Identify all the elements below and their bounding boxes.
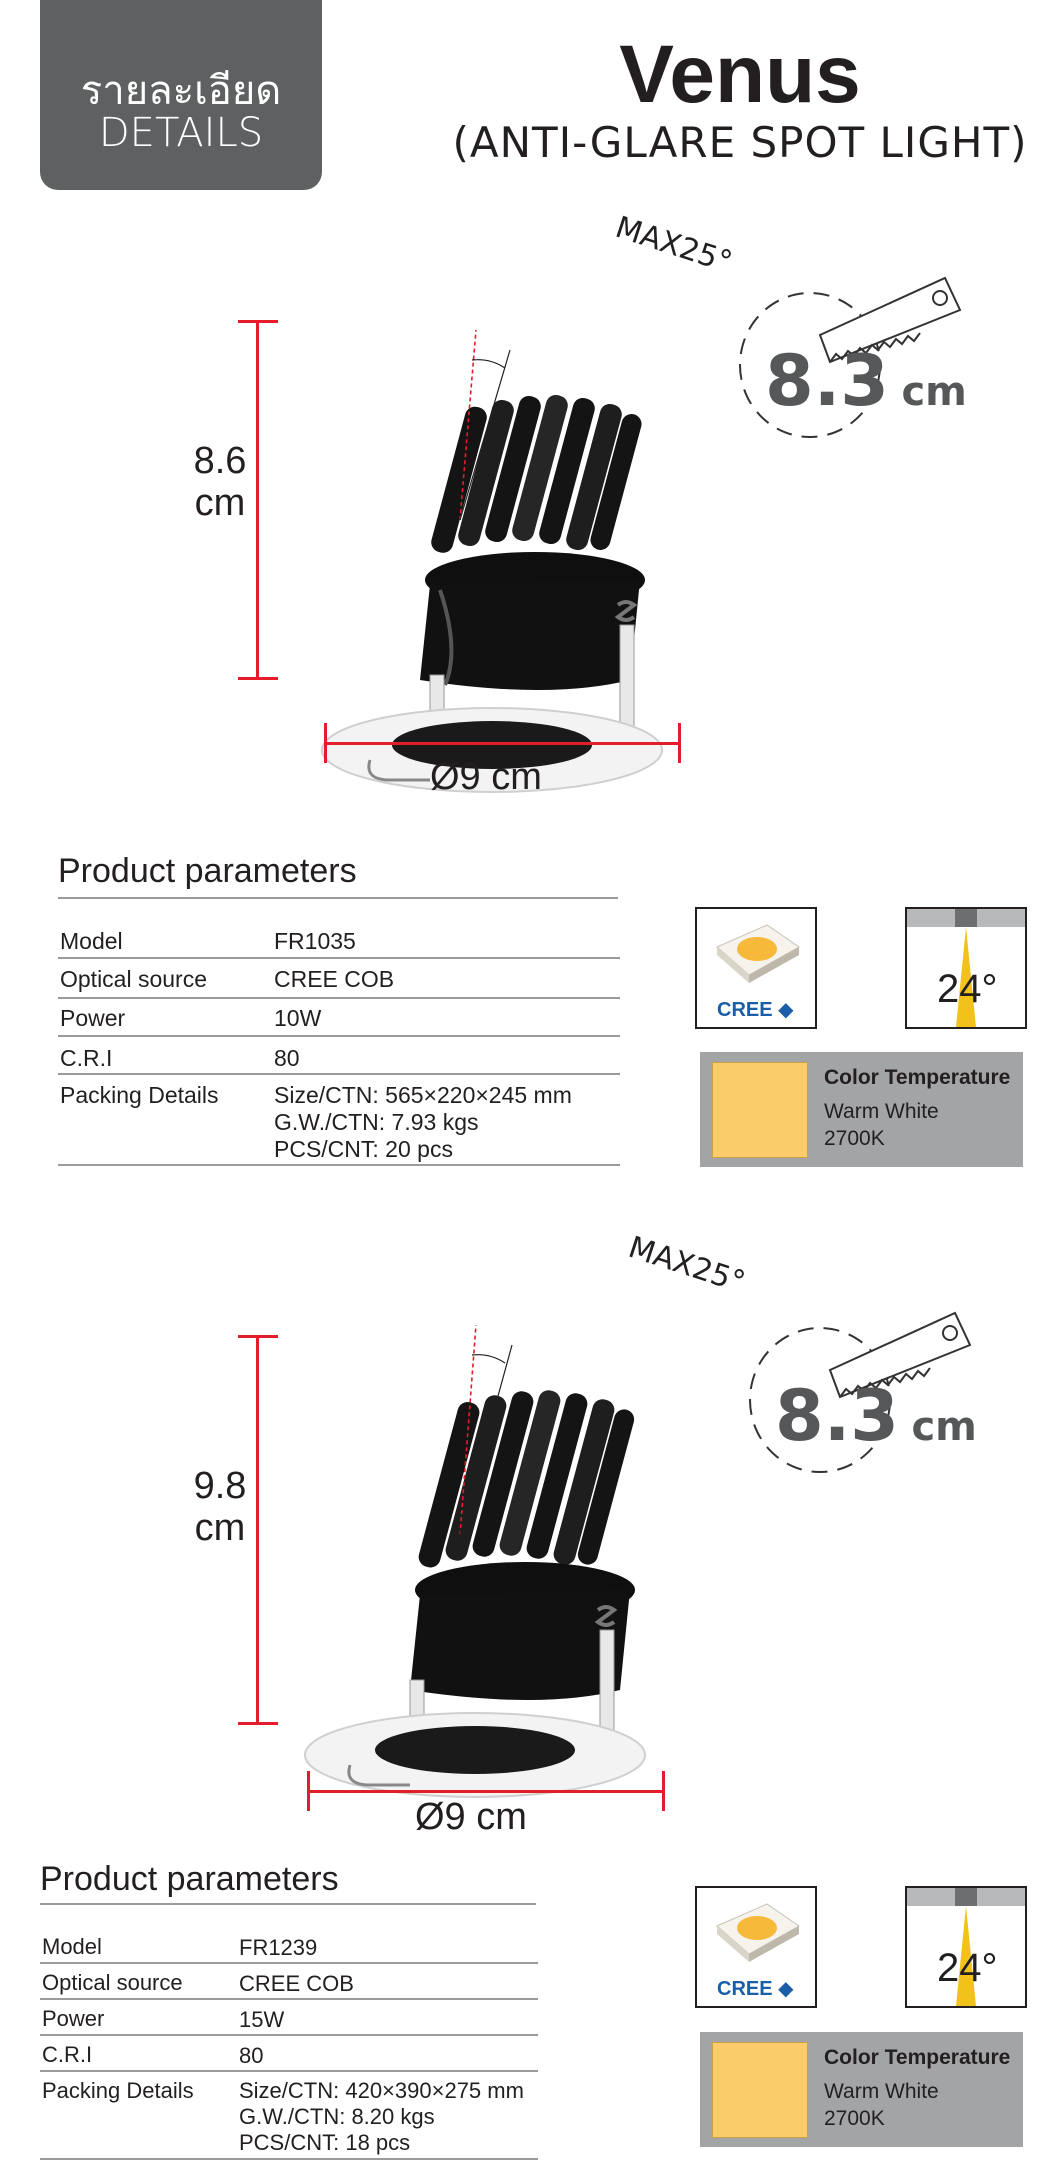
details-tab: [40, 0, 322, 190]
height-label: [180, 1465, 260, 1549]
packing-count: PCS/CNT: 20 pcs: [274, 1136, 453, 1162]
param-row-model: [60, 928, 620, 958]
downlight-illustration: [290, 1285, 670, 1885]
param-row-packing: [60, 1082, 620, 1172]
param-row-optical-source: [60, 966, 620, 996]
cutout-value: 8.3: [775, 1375, 900, 1457]
cutout-size: [765, 340, 967, 422]
row-divider: [58, 1073, 620, 1075]
color-temp-name: Warm White: [824, 2080, 939, 2103]
param-value: CREE COB: [274, 966, 395, 992]
diameter-dimension-line: [308, 1790, 664, 1793]
color-temp-title: Color Temperature: [824, 2046, 1011, 2069]
param-value: 80: [274, 1045, 300, 1071]
param-value: 15W: [239, 2007, 285, 2032]
cree-logo: [717, 997, 794, 1022]
beam-angle-value: 24°: [937, 1946, 998, 1990]
param-label: Model: [60, 928, 123, 954]
cree-logo: [717, 1976, 794, 2001]
diameter-dimension-line: [325, 742, 680, 745]
cree-logo-text: CREE: [717, 999, 773, 1021]
params-title-rule: [58, 897, 618, 899]
param-row-packing: [42, 2078, 538, 2162]
params-title: Product parameters: [58, 852, 357, 890]
lamp-body: [410, 1590, 630, 1700]
param-value: 80: [239, 2043, 264, 2068]
row-divider: [58, 957, 620, 959]
param-label: Power: [42, 2006, 105, 2031]
packing-count: PCS/CNT: 18 pcs: [239, 2130, 411, 2155]
max-tilt-label: MAX25°: [611, 210, 737, 281]
fixture-block: [955, 909, 977, 927]
diameter-dimension-cap-right: [678, 723, 681, 763]
height-label: [180, 440, 260, 524]
diamond-icon: ◆: [772, 1978, 794, 2000]
color-temp-value: 2700K: [824, 1127, 885, 1150]
param-row-power: [42, 2006, 538, 2036]
row-divider: [40, 1998, 538, 2000]
color-temp-title: Color Temperature: [824, 1066, 1011, 1089]
lamp-aperture: [375, 1726, 575, 1774]
diameter-dimension-cap-left: [307, 1771, 310, 1811]
warm-white-swatch: [712, 2042, 808, 2138]
param-label: Optical source: [42, 1970, 183, 1995]
height-dimension-cap-top: [238, 320, 278, 323]
details-en-label: DETAILS: [98, 110, 264, 156]
color-temp-name: Warm White: [824, 1100, 939, 1123]
param-label: C.R.I: [42, 2042, 93, 2067]
cree-logo-text: CREE: [717, 1978, 773, 2000]
row-divider: [58, 1164, 620, 1166]
warm-white-swatch: [712, 1062, 808, 1158]
cutout-value: 8.3: [765, 340, 890, 422]
cutout-size: [775, 1375, 977, 1457]
details-thai-label: รายละเอียด: [80, 68, 282, 114]
packing-size: Size/CTN: 420×390×275 mm: [239, 2078, 524, 2103]
diameter-label: Ø9 cm: [430, 756, 542, 798]
height-unit: cm: [194, 1507, 246, 1549]
cob-chip-icon: [707, 1896, 805, 1966]
color-temperature-panel: [700, 2032, 1023, 2147]
cree-chip-card: [695, 907, 817, 1029]
param-row-cri: [42, 2042, 538, 2072]
lamp-body: [420, 580, 640, 690]
height-dimension-cap-bottom: [238, 677, 278, 680]
diameter-dimension-cap-left: [324, 723, 327, 763]
height-unit: cm: [194, 482, 246, 524]
packing-weight: G.W./CTN: 8.20 kgs: [239, 2104, 435, 2129]
product-section-2: [0, 1200, 1040, 2164]
cutout-unit: cm: [911, 1404, 977, 1450]
param-label: Packing Details: [60, 1082, 219, 1108]
param-label: Optical source: [60, 966, 208, 992]
row-divider: [40, 2034, 538, 2036]
param-row-optical-source: [42, 1970, 538, 2000]
param-value: 10W: [274, 1005, 322, 1031]
fixture-block: [955, 1888, 977, 1906]
beam-angle-card: [905, 1886, 1027, 2008]
row-divider: [58, 1035, 620, 1037]
row-divider: [40, 1962, 538, 1964]
packing-size: Size/CTN: 565×220×245 mm: [274, 1082, 572, 1108]
diameter-dimension-cap-right: [662, 1771, 665, 1811]
row-divider: [58, 997, 620, 999]
beam-angle-value: 24°: [937, 967, 998, 1011]
param-label: Model: [42, 1934, 102, 1959]
cob-chip-icon: [707, 917, 805, 987]
product-name: Venus: [619, 29, 861, 120]
downlight-illustration: [300, 290, 680, 890]
param-value: FR1035: [274, 928, 356, 954]
height-dimension-cap-top: [238, 1335, 278, 1338]
diameter-label: Ø9 cm: [415, 1796, 527, 1838]
param-value: FR1239: [239, 1935, 318, 1960]
param-row-cri: [60, 1045, 620, 1075]
row-divider: [40, 2070, 538, 2072]
height-dimension-cap-bottom: [238, 1722, 278, 1725]
heat-sink-fins: [416, 1388, 636, 1570]
param-row-power: [60, 1005, 620, 1035]
param-label: Power: [60, 1005, 126, 1031]
product-section-1: [0, 190, 1040, 1170]
height-value: 8.6: [193, 440, 247, 482]
diamond-icon: ◆: [772, 999, 794, 1021]
param-label: Packing Details: [42, 2078, 194, 2103]
params-title-rule: [40, 1903, 536, 1905]
max-tilt-label: MAX25°: [624, 1230, 750, 1301]
heat-sink-fins: [429, 393, 644, 555]
param-value: CREE COB: [239, 1971, 354, 1996]
height-value: 9.8: [193, 1465, 247, 1507]
packing-weight: G.W./CTN: 7.93 kgs: [274, 1109, 479, 1135]
param-row-model: [42, 1934, 538, 1964]
cutout-unit: cm: [901, 369, 967, 415]
color-temperature-panel: [700, 1052, 1023, 1167]
product-type: (ANTI-GLARE SPOT LIGHT): [452, 118, 1028, 167]
row-divider: [40, 2158, 538, 2160]
param-label: C.R.I: [60, 1045, 113, 1071]
color-temp-value: 2700K: [824, 2107, 885, 2130]
cree-chip-card: [695, 1886, 817, 2008]
params-title: Product parameters: [40, 1860, 339, 1898]
beam-angle-card: [905, 907, 1027, 1029]
